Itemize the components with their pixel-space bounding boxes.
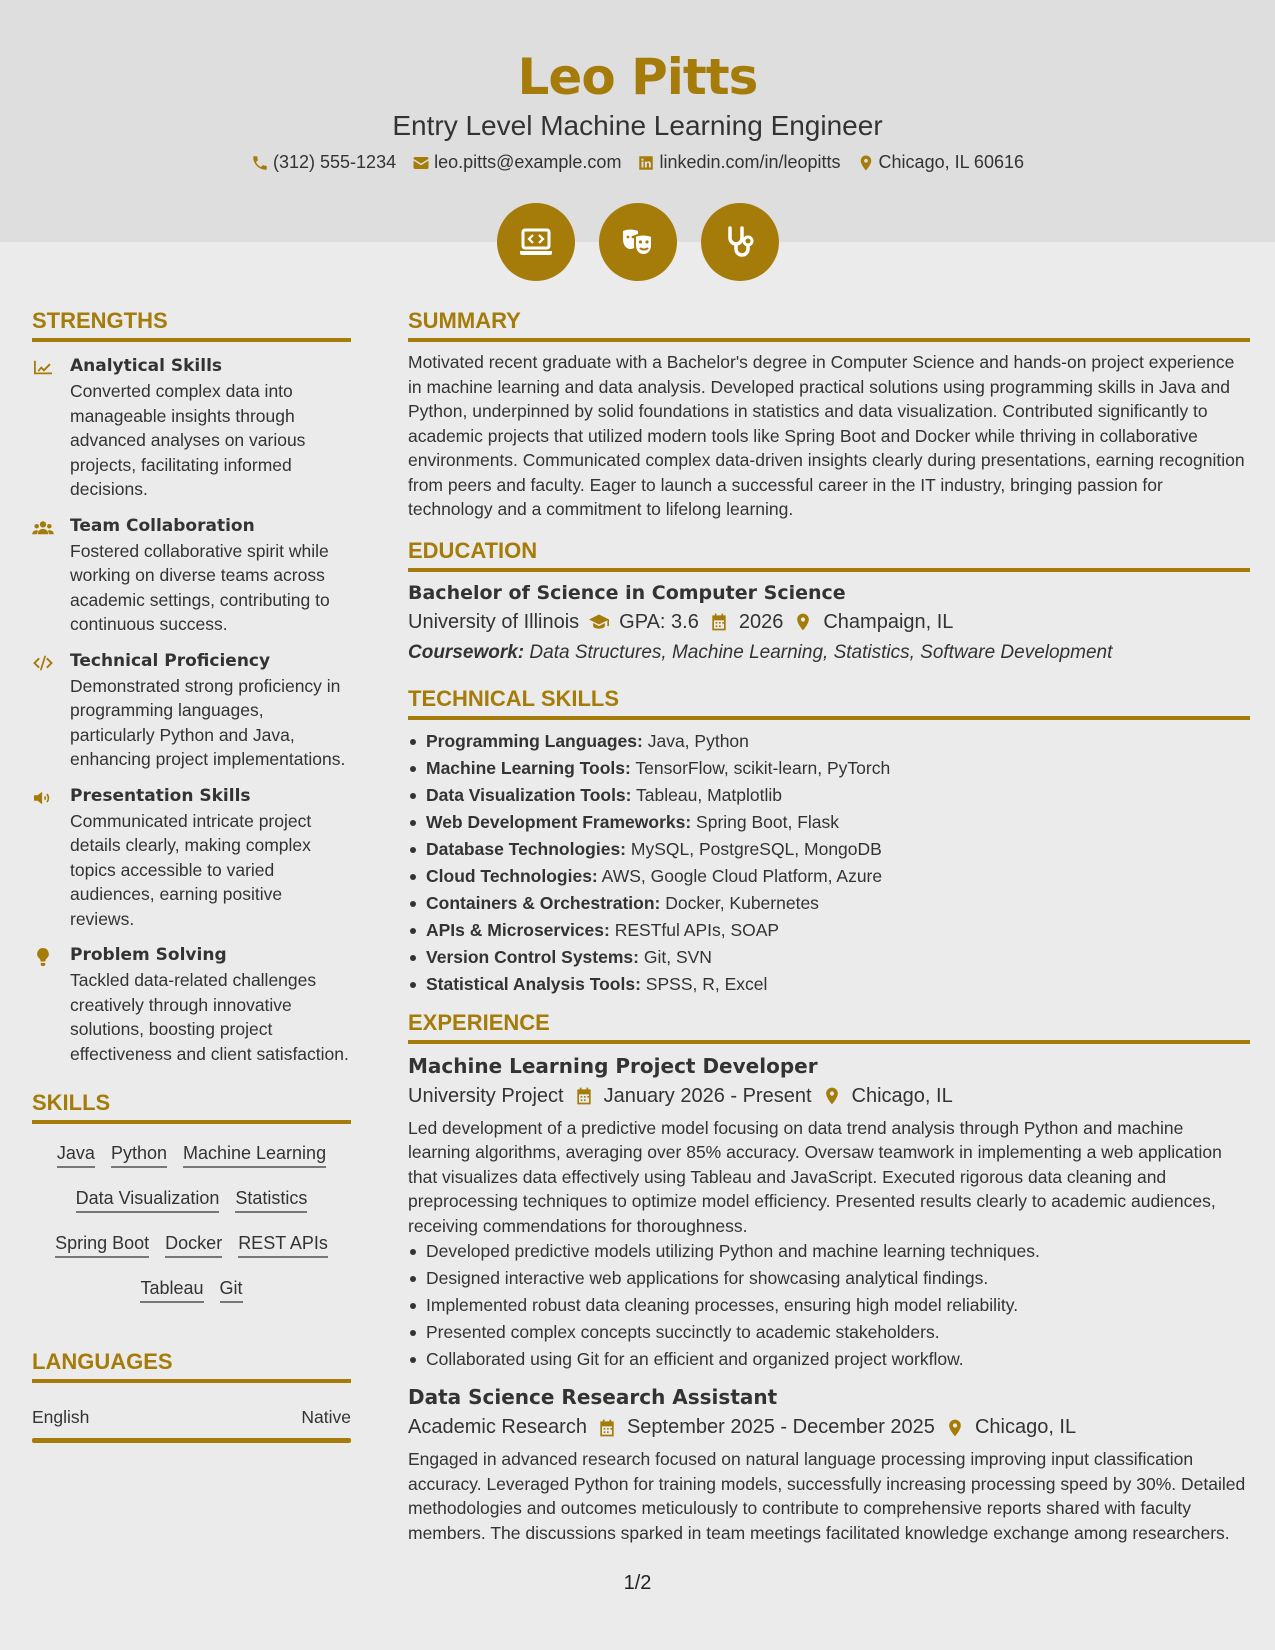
linkedin-text: linkedin.com/in/leopitts: [659, 152, 841, 172]
language-name: English: [32, 1407, 90, 1427]
calendar-icon: [597, 1418, 617, 1438]
skill-tag: REST APIs: [238, 1232, 328, 1258]
technical-skills-list: [408, 728, 1250, 998]
skill-values: Git, SVN: [643, 946, 712, 967]
skill-category: Cloud Technologies:: [426, 865, 598, 886]
contact-email[interactable]: [412, 152, 621, 173]
skill-category: Data Visualization Tools:: [426, 784, 632, 805]
skill-category: APIs & Microservices:: [426, 919, 610, 940]
list-item: [408, 755, 1250, 782]
job-title: Entry Level Machine Learning Engineer: [392, 110, 883, 141]
skill-values: MySQL, PostgreSQL, MongoDB: [630, 838, 882, 859]
experience-heading: EXPERIENCE: [408, 1010, 1250, 1044]
skill-values: Tableau, Matplotlib: [636, 784, 782, 805]
lightbulb-icon: [32, 948, 54, 966]
languages-heading: LANGUAGES: [32, 1349, 351, 1383]
list-item: [408, 728, 1250, 755]
strength-item: [32, 356, 351, 502]
skill-values: SPSS, R, Excel: [645, 973, 768, 994]
list-item: [408, 944, 1250, 971]
skill-values: Docker, Kubernetes: [665, 892, 819, 913]
graduation-year: 2026: [738, 610, 784, 633]
page-number: 1/2: [623, 1572, 652, 1594]
graduation-cap-icon: [589, 612, 609, 632]
strength-desc: Tackled data-related challenges creatively through innovative solutions, boosting project effectiveness and client satisfaction.: [70, 970, 349, 1064]
technical-skills-heading: TECHNICAL SKILLS: [408, 686, 1250, 720]
job-meta: [408, 1416, 1250, 1439]
linkedin-icon: [637, 154, 655, 172]
skill-values: AWS, Google Cloud Platform, Azure: [601, 865, 883, 886]
map-pin-icon: [822, 1086, 842, 1106]
list-item: [408, 836, 1250, 863]
skills-heading: SKILLS: [32, 1090, 351, 1124]
interest-badges: [0, 203, 1275, 281]
list-item: [408, 782, 1250, 809]
email-text: leo.pitts@example.com: [434, 152, 622, 172]
summary-text: Motivated recent graduate with a Bachelor's degree in Computer Science and hands-on project experience in machine learning and data analysis. Developed practical solutions using programming skills in Java and Python, underpinned by solid foundations in statistics and data visualization. Contributed significantly to academic projects that utilized modern tools like Spring Boot and Docker while thriving in collaborative environments. Communicated complex data-driven insights clearly during presentations, earning recognition from peers and faculty. Eager to launch a successful career in the IT industry, bringing passion for technology and a commitment to lifelong learning.: [408, 352, 1245, 519]
list-item: Implemented robust data cleaning processes, ensuring high model reliability.: [408, 1292, 1250, 1319]
degree-title: Bachelor of Science in Computer Science: [408, 581, 846, 604]
calendar-icon: [574, 1086, 594, 1106]
skill-category: Statistical Analysis Tools:: [426, 973, 641, 994]
strength-desc: Communicated intricate project details clearly, making complex topics accessible to varied audiences, earning positive reviews.: [70, 810, 312, 929]
strength-item: [32, 945, 351, 1066]
skill-category: Programming Languages:: [426, 730, 643, 751]
laptop-code-badge: [497, 203, 575, 281]
job-bullets: [408, 1238, 1250, 1373]
contact-linkedin[interactable]: [637, 152, 840, 173]
job-org: Academic Research: [408, 1416, 587, 1438]
laptop-code-icon: [516, 222, 556, 262]
strength-title: Analytical Skills: [70, 356, 223, 376]
coursework-list: Data Structures, Machine Learning, Statistics, Software Development: [529, 641, 1113, 663]
list-item: Designed interactive web applications for showcasing analytical findings.: [408, 1265, 1250, 1292]
strength-item: [32, 786, 351, 932]
skill-tag: Data Visualization: [76, 1187, 220, 1213]
chart-line-icon: [32, 359, 54, 377]
skill-tag: Docker: [165, 1232, 222, 1258]
phone-icon: [251, 154, 269, 172]
job-location: Chicago, IL: [851, 1084, 953, 1107]
envelope-icon: [412, 154, 430, 172]
strengths-heading: STRENGTHS: [32, 308, 351, 342]
map-pin-icon: [793, 612, 813, 632]
job-position-title: Data Science Research Assistant: [408, 1385, 778, 1409]
school-name: University of Illinois: [408, 610, 580, 633]
list-item: Collaborated using Git for an efficient and organized project workflow.: [408, 1346, 1250, 1373]
strength-item: [32, 651, 351, 772]
skill-category: Version Control Systems:: [426, 946, 639, 967]
job-dates: September 2025 - December 2025: [626, 1416, 935, 1438]
code-icon: [32, 654, 54, 672]
education-heading: EDUCATION: [408, 538, 1250, 572]
skill-tag: Tableau: [140, 1277, 203, 1303]
right-column: [408, 308, 1250, 1545]
job-location: Chicago, IL: [974, 1416, 1077, 1438]
job-org: University Project: [408, 1084, 564, 1107]
coursework: [408, 642, 1250, 664]
skill-tag: Spring Boot: [55, 1232, 149, 1258]
job-meta: [408, 1085, 1250, 1108]
strength-title: Presentation Skills: [70, 785, 251, 806]
skill-values: RESTful APIs, SOAP: [614, 919, 780, 940]
job-position-title: Machine Learning Project Developer: [408, 1053, 818, 1078]
strength-desc: Demonstrated strong proficiency in programming languages, particularly Python and Java, enhancing project implementations.: [70, 675, 346, 769]
strength-desc: Fostered collaborative spirit while working on diverse teams across academic settings, contributing to continuous success.: [70, 540, 330, 634]
theater-masks-icon: [618, 222, 658, 262]
strength-desc: Converted complex data into manageable insights through advanced analyses on various projects, facilitating informed decisions.: [70, 381, 306, 499]
skill-tag: Java: [57, 1142, 95, 1168]
contact-location: [857, 152, 1024, 173]
job-dates: January 2026 - Present: [603, 1084, 812, 1107]
contact-row: [0, 152, 1275, 173]
map-pin-icon: [945, 1418, 965, 1438]
location-text: Chicago, IL 60616: [878, 152, 1024, 172]
list-item: [408, 917, 1250, 944]
stethoscope-badge: [701, 203, 779, 281]
theater-masks-badge: [599, 203, 677, 281]
skill-tag: Git: [220, 1277, 243, 1303]
calendar-icon: [709, 612, 729, 632]
skill-category: Database Technologies:: [426, 838, 627, 859]
skill-values: Java, Python: [647, 730, 749, 751]
phone-text: (312) 555-1234: [273, 152, 397, 172]
list-item: [408, 890, 1250, 917]
volume-icon: [32, 789, 54, 807]
skill-category: Web Development Frameworks:: [426, 811, 692, 832]
skill-values: TensorFlow, scikit-learn, PyTorch: [635, 757, 891, 778]
skill-tag: Python: [111, 1142, 167, 1168]
users-icon: [32, 519, 54, 537]
coursework-label: Coursework:: [408, 641, 525, 663]
list-item: Presented complex concepts succinctly to academic stakeholders.: [408, 1319, 1250, 1346]
language-row: [32, 1407, 351, 1428]
list-item: [408, 971, 1250, 998]
summary-heading: SUMMARY: [408, 308, 1250, 342]
skill-tag: Statistics: [235, 1187, 307, 1213]
job-description: Led development of a predictive model focusing on data trend analysis through Python and machine learning algorithms, averaging over 85% accuracy. Oversaw teamwork in implementing a web application that visualizes data effectively using Tableau and JavaScript. Executed rigorous data cleaning and preprocessing techniques to optimize model efficiency. Presented results clearly to academic audiences, receiving commendations for thoroughness.: [408, 1117, 1222, 1236]
education-meta: [408, 611, 1250, 634]
map-pin-icon: [857, 154, 875, 172]
list-item: [408, 809, 1250, 836]
job-description: Engaged in advanced research focused on natural language processing improving input classification accuracy. Leveraged Python for training models, successfully increasing processing speed by 30%. Detailed methodologies and outcomes meticulously to contribute to comprehensive reports shared with faculty members. The discussions sparked in team meetings facilitated knowledge exchange among researchers.: [408, 1449, 1246, 1543]
skill-tag: Machine Learning: [183, 1142, 326, 1168]
gpa: GPA: 3.6: [619, 610, 699, 633]
language-proficiency-bar: [32, 1438, 351, 1443]
strength-title: Problem Solving: [70, 945, 227, 965]
list-item: Developed predictive models utilizing Python and machine learning techniques.: [408, 1238, 1250, 1265]
skill-values: Spring Boot, Flask: [696, 811, 840, 832]
school-location: Champaign, IL: [823, 610, 954, 633]
strength-item: [32, 516, 351, 637]
list-item: [408, 863, 1250, 890]
skill-category: Containers & Orchestration:: [426, 892, 661, 913]
skills-list: [32, 1142, 351, 1303]
contact-phone[interactable]: [251, 152, 396, 173]
language-level: Native: [301, 1407, 351, 1427]
left-column: [32, 308, 351, 1443]
stethoscope-icon: [720, 222, 760, 262]
strength-title: Technical Proficiency: [70, 650, 271, 671]
strength-title: Team Collaboration: [70, 515, 255, 536]
skill-category: Machine Learning Tools:: [426, 757, 631, 778]
candidate-name: Leo Pitts: [517, 48, 758, 106]
